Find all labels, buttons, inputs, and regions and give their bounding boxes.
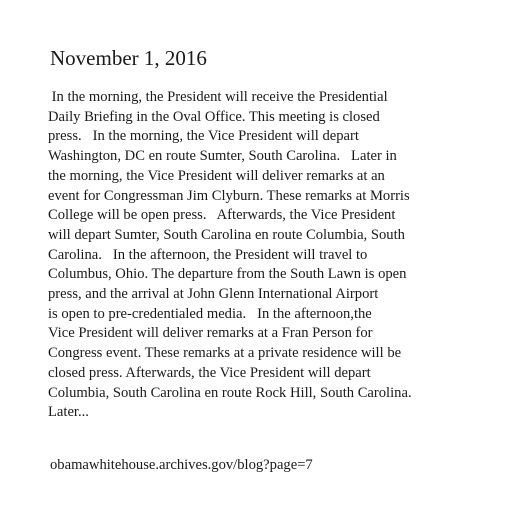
- text-line: Columbia, South Carolina en route Rock Hill, South Carolina.: [48, 384, 412, 401]
- text-line: is open to pre-credentialed media. In the afternoon,the: [48, 305, 372, 322]
- text-line: Congress event. These remarks at a private residence will be: [48, 345, 402, 362]
- text-line: press, and the arrival at John Glenn International Airport: [48, 286, 379, 303]
- text-line: press. In the morning, the Vice President will depart: [48, 128, 359, 145]
- source-url: obamawhitehouse.archives.gov/blog?page=7: [50, 457, 313, 473]
- text-line: closed press. Afterwards, the Vice President will depart: [48, 364, 371, 381]
- text-line: Later...: [48, 404, 89, 421]
- text-line: Daily Briefing in the Oval Office. This meeting is closed: [48, 108, 380, 125]
- post-date: November 1, 2016: [50, 46, 207, 70]
- text-line: Vice President will deliver remarks at a Fran Person for: [48, 325, 373, 342]
- text-line: In the morning, the President will receive the Presidential: [48, 89, 388, 105]
- text-line: event for Congressman Jim Clyburn. These remarks at Morris: [48, 187, 410, 204]
- text-line: Carolina. In the afternoon, the President will travel to: [48, 246, 368, 263]
- text-line: Columbus, Ohio. The departure from the South Lawn is open: [48, 266, 407, 283]
- text-line: the morning, the Vice President will deliver remarks at an: [48, 167, 385, 184]
- schedule-text: [48, 88, 488, 423]
- text-line: Washington, DC en route Sumter, South Carolina. Later in: [48, 148, 397, 165]
- text-line: will depart Sumter, South Carolina en route Columbia, South: [48, 226, 405, 243]
- text-line: College will be open press. Afterwards, the Vice President: [48, 207, 396, 224]
